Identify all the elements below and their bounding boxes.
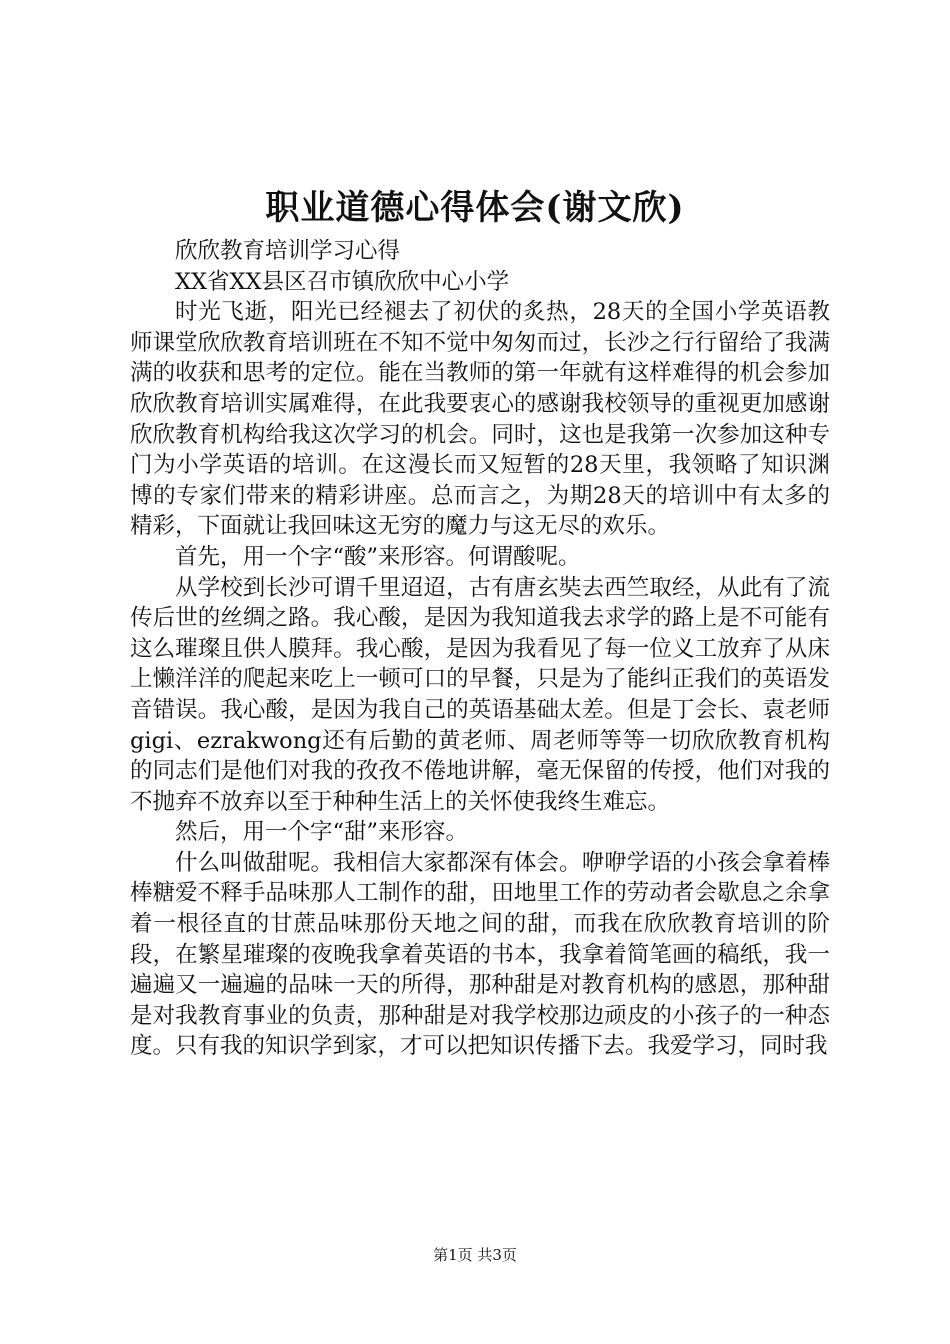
page-footer: 第1页 共3页: [433, 1246, 517, 1264]
paragraph-intro: 时光飞逝，阳光已经褪去了初伏的炙热，28天的全国小学英语教师课堂欣欣教育培训班在不知不觉中匆匆而过，长沙之行行留给了我满满的收获和思考的定位。能在当教师的第一年就有这样难得的机会参加欣欣教育培训实属难得，在此我要衷心的感谢我校领导的重视更加感谢欣欣教育机构给我这次学习的机会。同时，这也是我第一次参加这种专门为小学英语的培训。在这漫长而又短暂的28天里，我领略了知识渊博的专家们带来的精彩讲座。总而言之，为期28天的培训中有太多的精彩，下面就让我回味这无穷的魔力与这无尽的欢乐。: [130, 299, 830, 540]
document-body: [130, 236, 830, 1062]
paragraph-sweet-heading: 然后，用一个字“甜”来形容。: [175, 819, 469, 846]
paragraph-sour-heading: 首先，用一个字“酸”来形容。何谓酸呢。: [175, 543, 581, 570]
paragraph-sour-body: 从学校到长沙可谓千里迢迢，古有唐玄奘去西竺取经，从此有了流传后世的丝绸之路。我心酸，是因为我知道我去求学的路上是不可能有这么璀璨且供人膜拜。我心酸，是因为我看见了每一位义工放弃了从床上懒洋洋的爬起来吃上一顿可口的早餐，只是为了能纠正我们的英语发音错误。我心酸，是因为我自己的英语基础太差。但是丁会长、袁老师gigi、ezrakwong还有后勤的黄老师、周老师等等一切欣欣教育机构的同志们是他们对我的孜孜不倦地讲解，毫无保留的传授，他们对我的不抛弃不放弃以至于种种生活上的关怀使我终生难忘。: [130, 574, 830, 815]
paragraph-sweet-body: 什么叫做甜呢。我相信大家都深有体会。咿咿学语的小孩会拿着棒棒糖爱不释手品味那人工制作的甜，田地里工作的劳动者会歇息之余拿着一根径直的甘蔗品味那份天地之间的甜，而我在欣欣教育培训的阶段，在繁星璀璨的夜晚我拿着英语的书本，我拿着简笔画的稿纸，我一遍遍又一遍遍的品味一天的所得，那种甜是对教育机构的感恩，那种甜是对我教育事业的负责，那种甜是对我学校那边顽皮的小孩子的一种态度。只有我的知识学到家，才可以把知识传播下去。我爱学习，同时我: [130, 849, 830, 1060]
document-title: 职业道德心得体会(谢文欣): [265, 188, 685, 228]
paragraph-school: XX省XX县区召市镇欣欣中心小学: [175, 268, 510, 295]
paragraph-heading: 欣欣教育培训学习心得: [175, 238, 401, 264]
